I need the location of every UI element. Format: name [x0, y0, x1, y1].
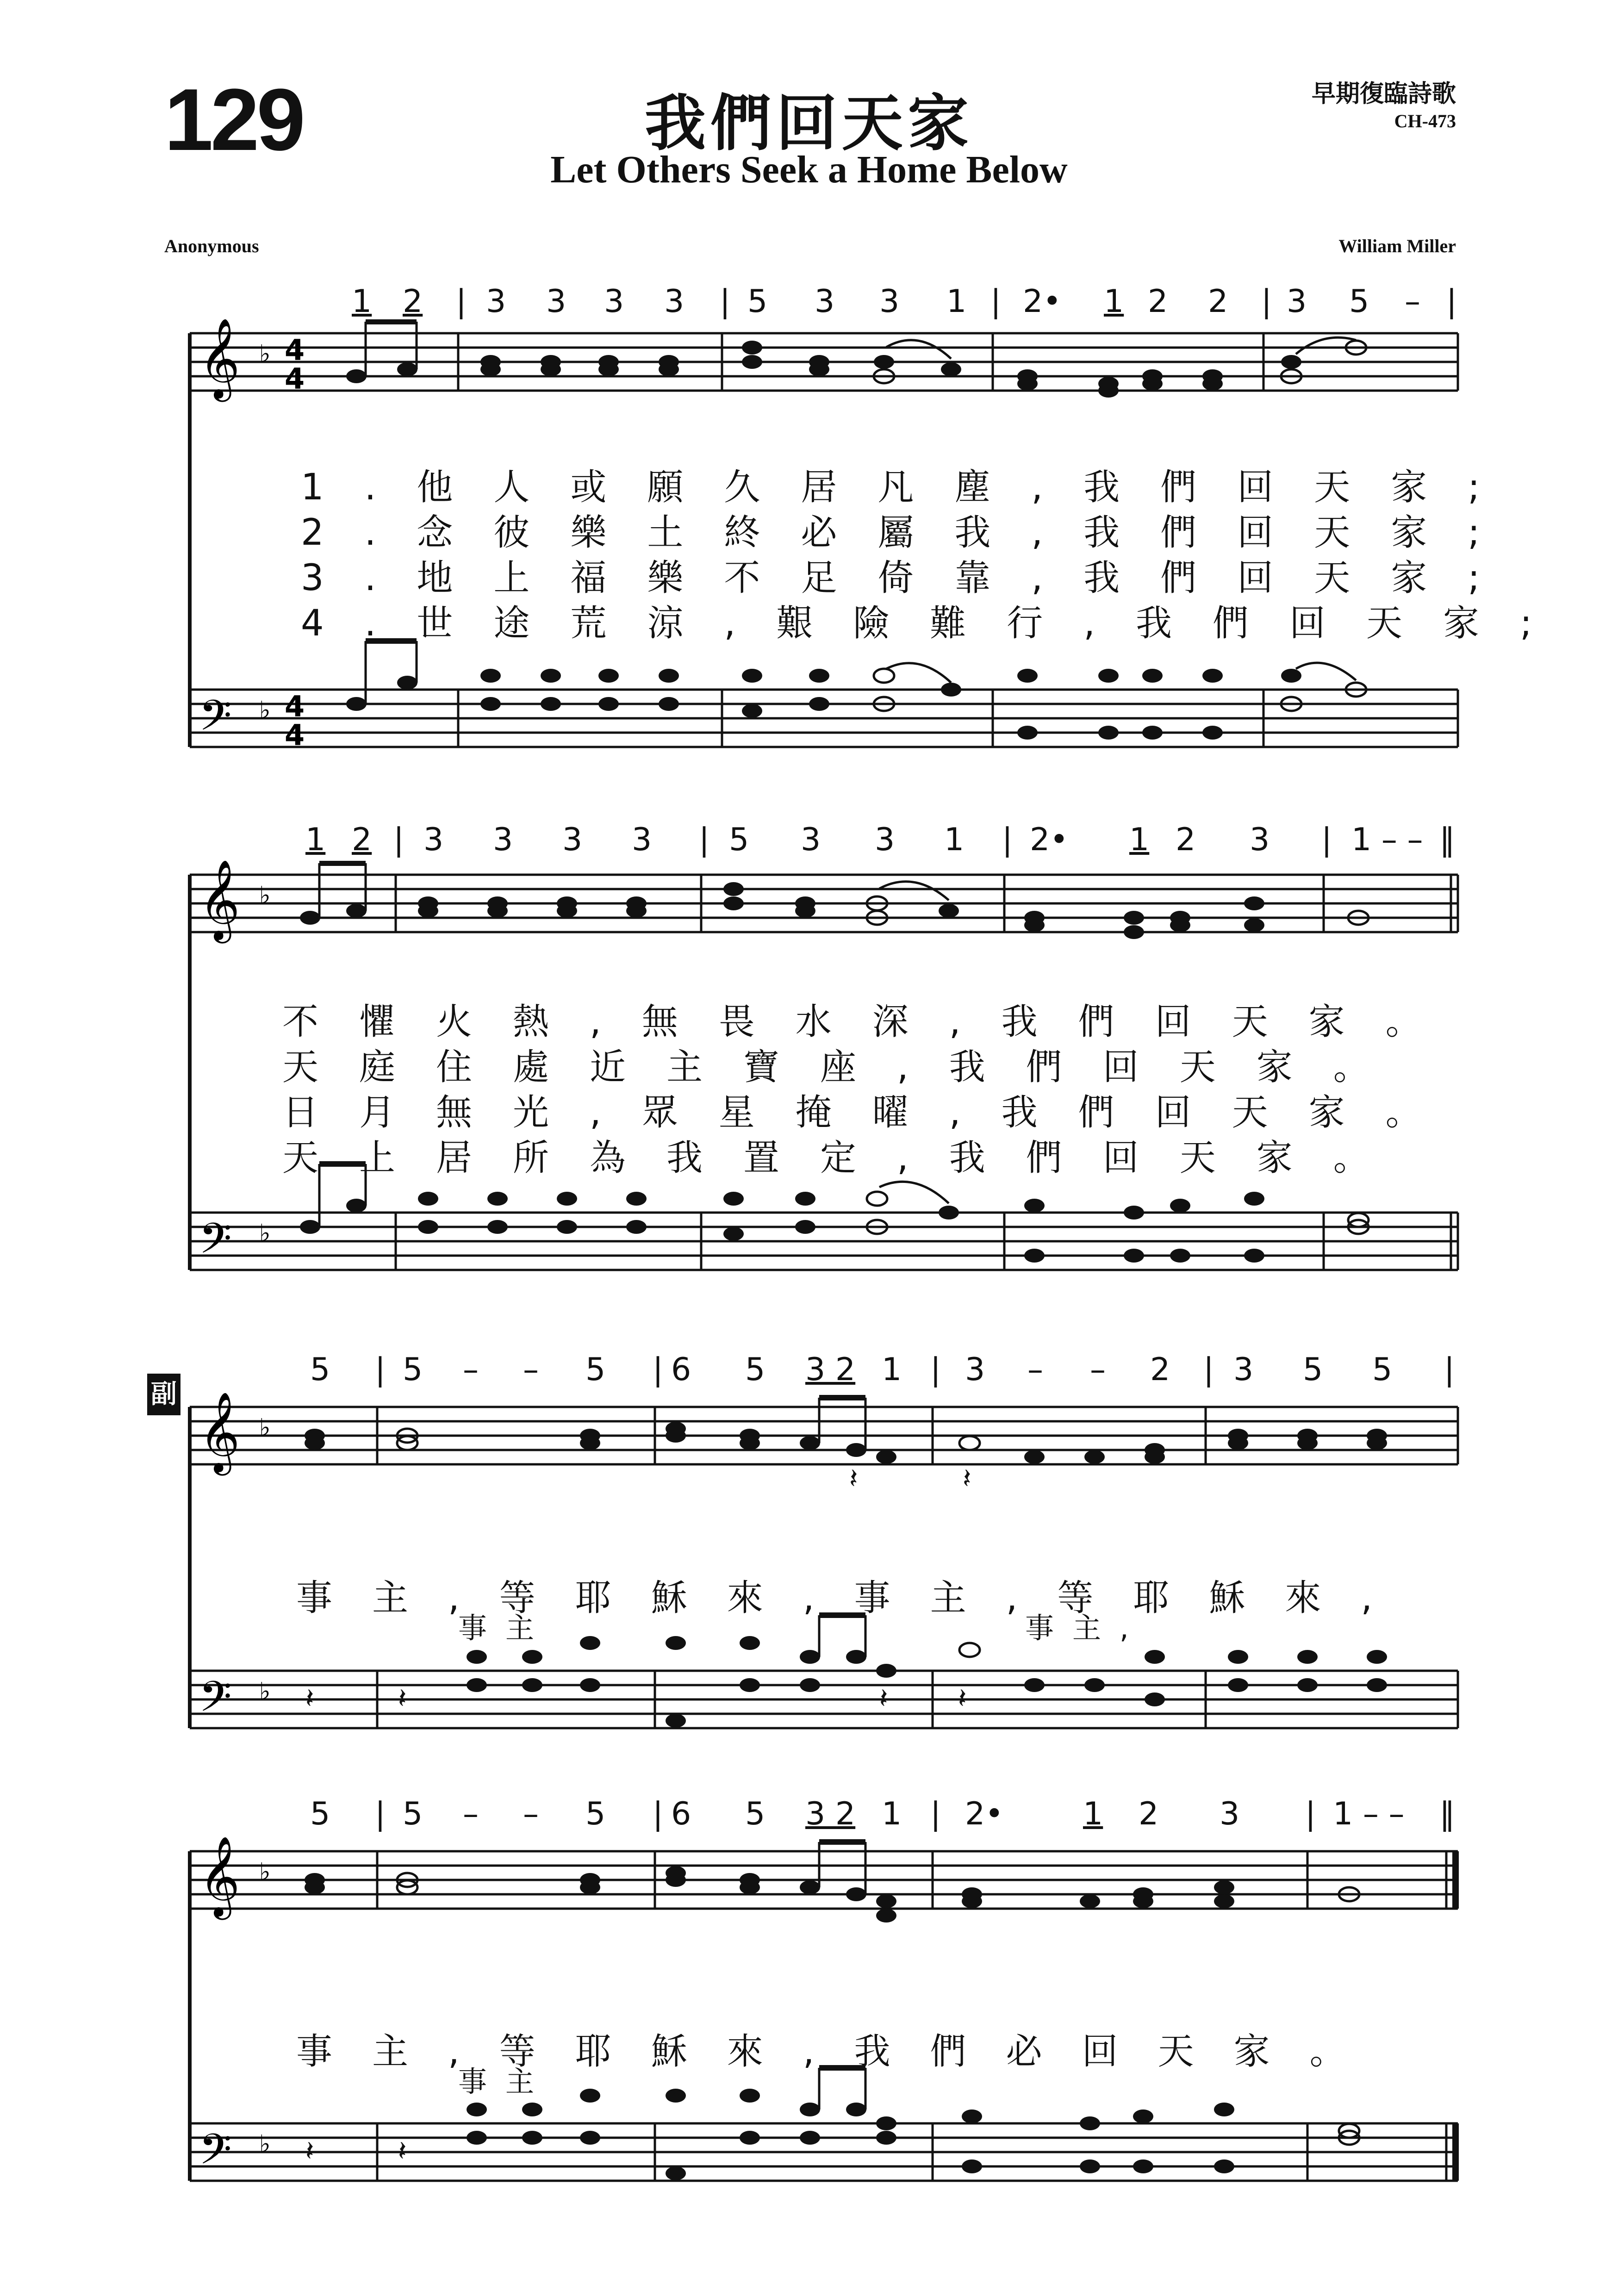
- svg-text:𝄢: 𝄢: [199, 691, 232, 750]
- svg-text:♭: ♭: [259, 697, 271, 724]
- svg-text:𝄞: 𝄞: [199, 1836, 240, 1916]
- hymn-number: 129: [164, 71, 303, 169]
- numbered-notation-4: 5 | 5 – – 5 | 6 5 3 2 1 | 2• 1 2 3 | 1 – – ‖: [310, 1796, 1455, 1832]
- svg-text:𝄢: 𝄢: [199, 1214, 232, 1273]
- svg-text:𝄽: 𝄽: [398, 1682, 407, 1715]
- chorus-line-1: 事主,等耶穌來,事主,等耶穌來,: [296, 1577, 1413, 1619]
- verse-3-line-2: 日月無光,眾星掩曜,我們回天家。: [282, 1092, 1462, 1133]
- svg-text:♭: ♭: [259, 882, 271, 909]
- numbered-notation-2: 1 2 | 3 3 3 3 | 5 3 3 1 | 2• 1 2 3 | 1 – – ‖: [305, 821, 1455, 858]
- svg-text:♭: ♭: [259, 340, 271, 368]
- verse-4-line-1: 4.世途荒涼,艱險難行,我們回天家;: [301, 603, 1573, 644]
- svg-text:♭: ♭: [259, 1678, 271, 1705]
- verse-3-line-1: 3.地上福樂不足倚靠,我們回天家;: [301, 557, 1521, 599]
- svg-text:𝄢: 𝄢: [199, 2125, 232, 2184]
- svg-text:𝄢: 𝄢: [199, 1672, 232, 1731]
- verse-4-line-2: 天上居所為我置定,我們回天家。: [282, 1137, 1410, 1179]
- chorus-label: 副: [147, 1374, 180, 1415]
- svg-text:♭: ♭: [259, 2130, 271, 2158]
- lyricist: Anonymous: [164, 236, 259, 256]
- title-english: Let Others Seek a Home Below: [550, 148, 1068, 191]
- numbered-notation-3: 5 | 5 – – 5 | 6 5 3 2 1 | 3 – – 2 | 3 5 5 |: [310, 1351, 1455, 1388]
- svg-text:𝄽: 𝄽: [879, 1682, 888, 1715]
- verse-1-line-1: 1.他人或願久居凡塵,我們回天家;: [301, 467, 1521, 508]
- verse-2-line-2: 天庭住處近主寶座,我們回天家。: [282, 1046, 1410, 1088]
- svg-text:4: 4: [285, 333, 305, 367]
- svg-text:4: 4: [285, 718, 305, 752]
- numbered-notation-1: 1 2 | 3 3 3 3 | 5 3 3 1 | 2• 1 2 2 | 3 5 – |: [352, 283, 1457, 320]
- svg-text:4: 4: [285, 690, 305, 723]
- collection-code: CH-473: [1394, 111, 1456, 131]
- chorus-echo-1b: 事主,: [1025, 1611, 1147, 1645]
- composer: William Miller: [1338, 236, 1456, 256]
- svg-text:♭: ♭: [259, 1220, 271, 1247]
- title-chinese: 我們回天家: [645, 87, 973, 159]
- svg-text:𝄞: 𝄞: [199, 861, 240, 940]
- svg-text:𝄞: 𝄞: [199, 1392, 240, 1472]
- chorus-line-2: 事主,等耶穌來,我們必回天家。: [296, 2031, 1386, 2072]
- svg-text:𝄽: 𝄽: [958, 1682, 967, 1715]
- music-system-4: [0, 1833, 1618, 2203]
- svg-text:𝄽: 𝄽: [849, 1462, 858, 1495]
- chorus-echo-1a: 事主: [458, 1611, 553, 1645]
- svg-text:4: 4: [285, 362, 305, 396]
- chorus-echo-2: 事主: [458, 2065, 553, 2098]
- svg-text:𝄽: 𝄽: [305, 2135, 314, 2167]
- verse-1-line-2: 不懼火熱,無畏水深,我們回天家。: [282, 1001, 1462, 1043]
- svg-text:𝄽: 𝄽: [398, 2135, 407, 2167]
- svg-text:𝄽: 𝄽: [305, 1682, 314, 1715]
- svg-text:𝄞: 𝄞: [199, 319, 240, 398]
- svg-text:♭: ♭: [259, 1414, 271, 1442]
- svg-text:𝄽: 𝄽: [963, 1462, 971, 1495]
- collection-name: 早期復臨詩歌: [1311, 80, 1456, 108]
- svg-text:♭: ♭: [259, 1858, 271, 1886]
- verse-2-line-1: 2.念彼樂土終必屬我,我們回天家;: [301, 512, 1521, 554]
